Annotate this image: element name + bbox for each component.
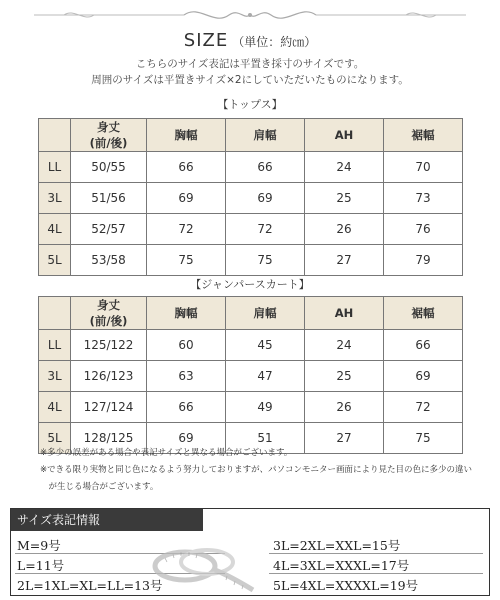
intro-text xyxy=(0,56,500,88)
table-cell: 126/123 xyxy=(71,361,147,392)
table-row xyxy=(39,214,463,245)
table-cell: 26 xyxy=(305,392,384,423)
table-row xyxy=(39,152,463,183)
table-cell: 63 xyxy=(147,361,226,392)
table-cell: 27 xyxy=(305,423,384,454)
table-cell: 26 xyxy=(305,214,384,245)
size-equivalent-right: 4L=3XL=XXXL=17号 xyxy=(273,558,410,573)
intro-line: こちらのサイズ表記は平置き採寸のサイズです。 xyxy=(135,58,365,70)
table-cell: 25 xyxy=(305,361,384,392)
header-cell: 裾幅 xyxy=(384,119,463,152)
note-line: ※できる限り実物と同じ色になるよう努力しておりますが、パソコンモニター画面により見た目の色に多少の違い xyxy=(40,465,472,475)
header-cell xyxy=(71,119,147,152)
size-label: 4L xyxy=(39,214,71,245)
table-cell: 47 xyxy=(226,361,305,392)
table-cell: 60 xyxy=(147,330,226,361)
note-line: ※多少の誤差がある場合や表記サイズと異なる場合がございます。 xyxy=(40,448,293,458)
header-cell: 肩幅 xyxy=(226,119,305,152)
header-length-label: 身丈 (前/後) xyxy=(89,298,128,328)
page-title xyxy=(0,30,500,51)
header-cell xyxy=(39,297,71,330)
table-cell: 75 xyxy=(384,423,463,454)
table-cell: 66 xyxy=(226,152,305,183)
header-cell: 裾幅 xyxy=(384,297,463,330)
header-length-label: 身丈 (前/後) xyxy=(89,120,128,150)
table-cell: 50/55 xyxy=(71,152,147,183)
table-cell: 75 xyxy=(226,245,305,276)
table-cell: 69 xyxy=(384,361,463,392)
table-cell: 75 xyxy=(147,245,226,276)
header-cell xyxy=(71,297,147,330)
tops-size-table xyxy=(38,118,463,276)
table-row xyxy=(39,392,463,423)
intro-line: 周囲のサイズは平置きサイズ×2にしていただいたものになります。 xyxy=(91,74,409,86)
size-label: 3L xyxy=(39,183,71,214)
header-cell: AH xyxy=(305,119,384,152)
table-cell: 53/58 xyxy=(71,245,147,276)
measuring-tape-icon xyxy=(145,532,255,594)
divider xyxy=(269,553,483,554)
size-label: 3L xyxy=(39,361,71,392)
table-cell: 72 xyxy=(384,392,463,423)
size-label: 4L xyxy=(39,392,71,423)
table-cell: 52/57 xyxy=(71,214,147,245)
table-cell: 79 xyxy=(384,245,463,276)
size-label: LL xyxy=(39,330,71,361)
note-line: が生じる場合がございます。 xyxy=(40,482,159,492)
size-equivalent-left: 2L=1XL=XL=LL=13号 xyxy=(17,578,163,593)
header-cell: 胸幅 xyxy=(147,119,226,152)
size-label: 5L xyxy=(39,245,71,276)
table-cell: 69 xyxy=(226,183,305,214)
table-row xyxy=(39,330,463,361)
table-cell: 125/122 xyxy=(71,330,147,361)
table-cell: 70 xyxy=(384,152,463,183)
skirt-heading: 【ジャンパースカート】 xyxy=(190,278,310,291)
table-cell: 69 xyxy=(147,423,226,454)
table-row xyxy=(39,183,463,214)
header-cell: 胸幅 xyxy=(147,297,226,330)
size-label: LL xyxy=(39,152,71,183)
table-cell: 45 xyxy=(226,330,305,361)
table-cell: 51 xyxy=(226,423,305,454)
table-row xyxy=(39,245,463,276)
size-equivalent-left: M=9号 xyxy=(17,538,61,553)
decorative-ornament-icon xyxy=(34,6,466,24)
size-equivalent-right: 5L=4XL=XXXXL=19号 xyxy=(273,578,419,593)
tops-heading: 【トップス】 xyxy=(217,98,283,111)
table-cell: 76 xyxy=(384,214,463,245)
table-cell: 66 xyxy=(147,392,226,423)
header-cell: 肩幅 xyxy=(226,297,305,330)
table-cell: 72 xyxy=(226,214,305,245)
table-header-row xyxy=(39,119,463,152)
table-header-row xyxy=(39,297,463,330)
title-main: SIZE xyxy=(183,30,229,51)
table-cell: 49 xyxy=(226,392,305,423)
table-cell: 51/56 xyxy=(71,183,147,214)
table-cell: 73 xyxy=(384,183,463,214)
table-cell: 66 xyxy=(147,152,226,183)
notes xyxy=(40,445,480,496)
size-label: 5L xyxy=(39,423,71,454)
divider xyxy=(269,573,483,574)
size-equivalent-left: L=11号 xyxy=(17,558,65,573)
table-cell: 127/124 xyxy=(71,392,147,423)
table-cell: 24 xyxy=(305,152,384,183)
table-cell: 69 xyxy=(147,183,226,214)
header-cell: AH xyxy=(305,297,384,330)
size-equivalent-right: 3L=2XL=XXL=15号 xyxy=(273,538,401,553)
table-cell: 27 xyxy=(305,245,384,276)
header-cell xyxy=(39,119,71,152)
table-cell: 66 xyxy=(384,330,463,361)
table-cell: 128/125 xyxy=(71,423,147,454)
table-cell: 24 xyxy=(305,330,384,361)
table-cell: 25 xyxy=(305,183,384,214)
title-unit: （単位：約㎝） xyxy=(232,35,317,49)
skirt-size-table xyxy=(38,296,463,454)
size-info-title: サイズ表記情報 xyxy=(11,509,203,531)
table-row xyxy=(39,361,463,392)
table-cell: 72 xyxy=(147,214,226,245)
